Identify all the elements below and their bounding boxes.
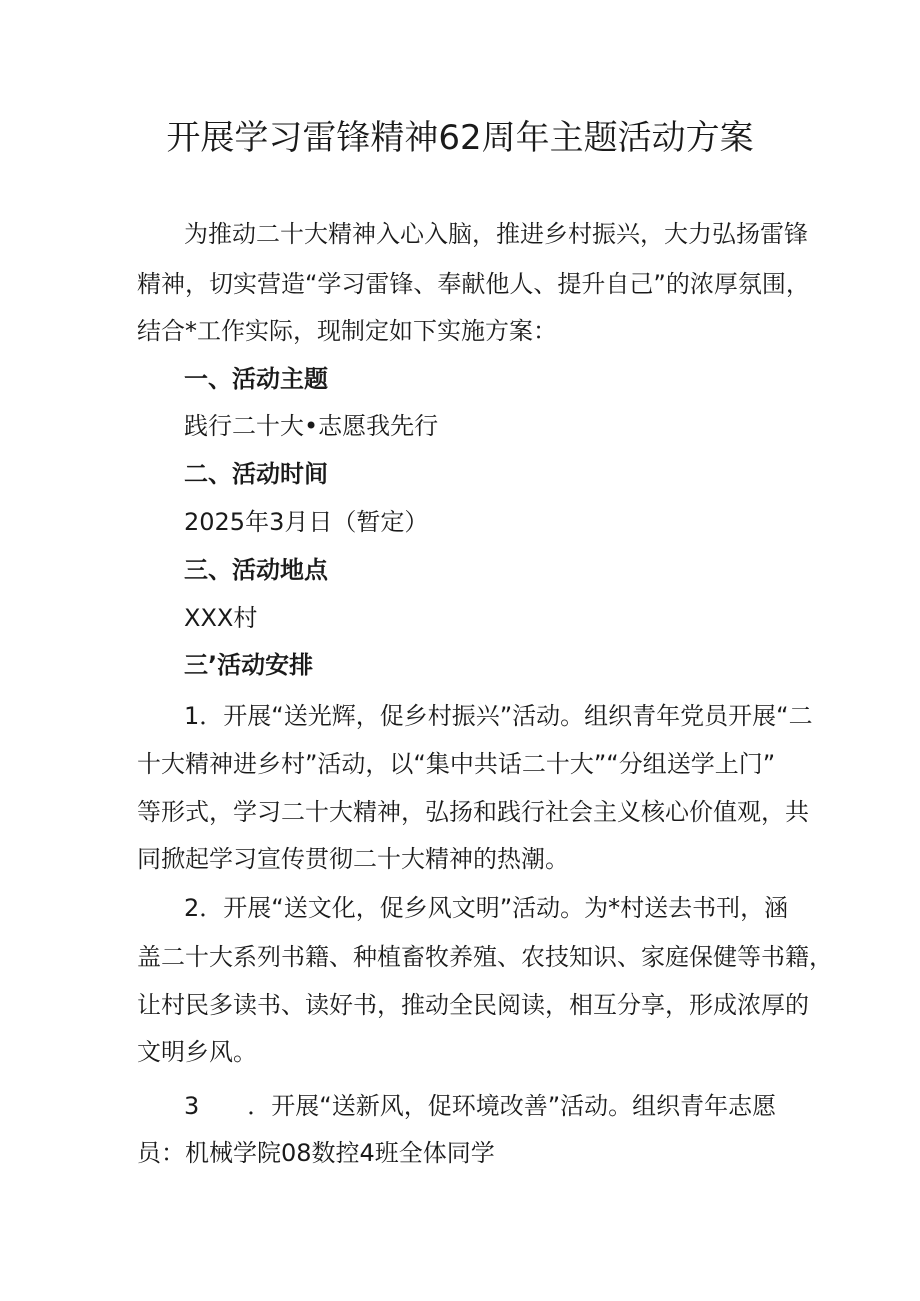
time-heading: 二、活动时间 <box>184 460 328 488</box>
intro-line-3: 结合*工作实际，现制定如下实施方案： <box>137 317 557 345</box>
document-title: 开展学习雷锋精神62周年主题活动方案 <box>166 118 754 158</box>
item-2-line-4: 文明乡风。 <box>137 1038 257 1066</box>
item-2-line-1: 2．开展“送文化，促乡风文明”活动。为*村送去书刊，涵 <box>184 894 789 922</box>
intro-line-2: 精神，切实营造“学习雷锋、奉献他人、提升自己”的浓厚氛围， <box>137 270 810 298</box>
item-1-line-1: 1．开展“送光辉，促乡村振兴”活动。组织青年党员开展“二 <box>184 702 813 730</box>
item-1-line-2: 十大精神进乡村”活动，以“集中共话二十大”“分组送学上门” <box>137 750 776 778</box>
item-1-line-4: 同掀起学习宣传贯彻二十大精神的热潮。 <box>137 845 569 873</box>
time-value: 2025年3月日（暂定） <box>184 508 429 536</box>
item-3-line-1: 3 ．开展“送新风，促环境改善”活动。组织青年志愿 <box>184 1092 777 1120</box>
place-value: XXX村 <box>184 604 258 632</box>
intro-line-1: 为推动二十大精神入心入脑，推进乡村振兴，大力弘扬雷锋 <box>184 220 808 248</box>
item-1-line-3: 等形式，学习二十大精神，弘扬和践行社会主义核心价值观，共 <box>137 798 809 826</box>
item-2-line-3: 让村民多读书、读好书，推动全民阅读，相互分享，形成浓厚的 <box>137 991 809 1019</box>
item-3-line-2: 员：机械学院08数控4班全体同学 <box>137 1139 495 1167</box>
arrangement-heading: 三’活动安排 <box>184 651 314 679</box>
theme-value: 践行二十大•志愿我先行 <box>184 412 439 440</box>
item-2-line-2: 盖二十大系列书籍、种植畜牧养殖、农技知识、家庭保健等书籍， <box>137 943 833 971</box>
place-heading: 三、活动地点 <box>184 556 328 584</box>
theme-heading: 一、活动主题 <box>184 365 328 393</box>
